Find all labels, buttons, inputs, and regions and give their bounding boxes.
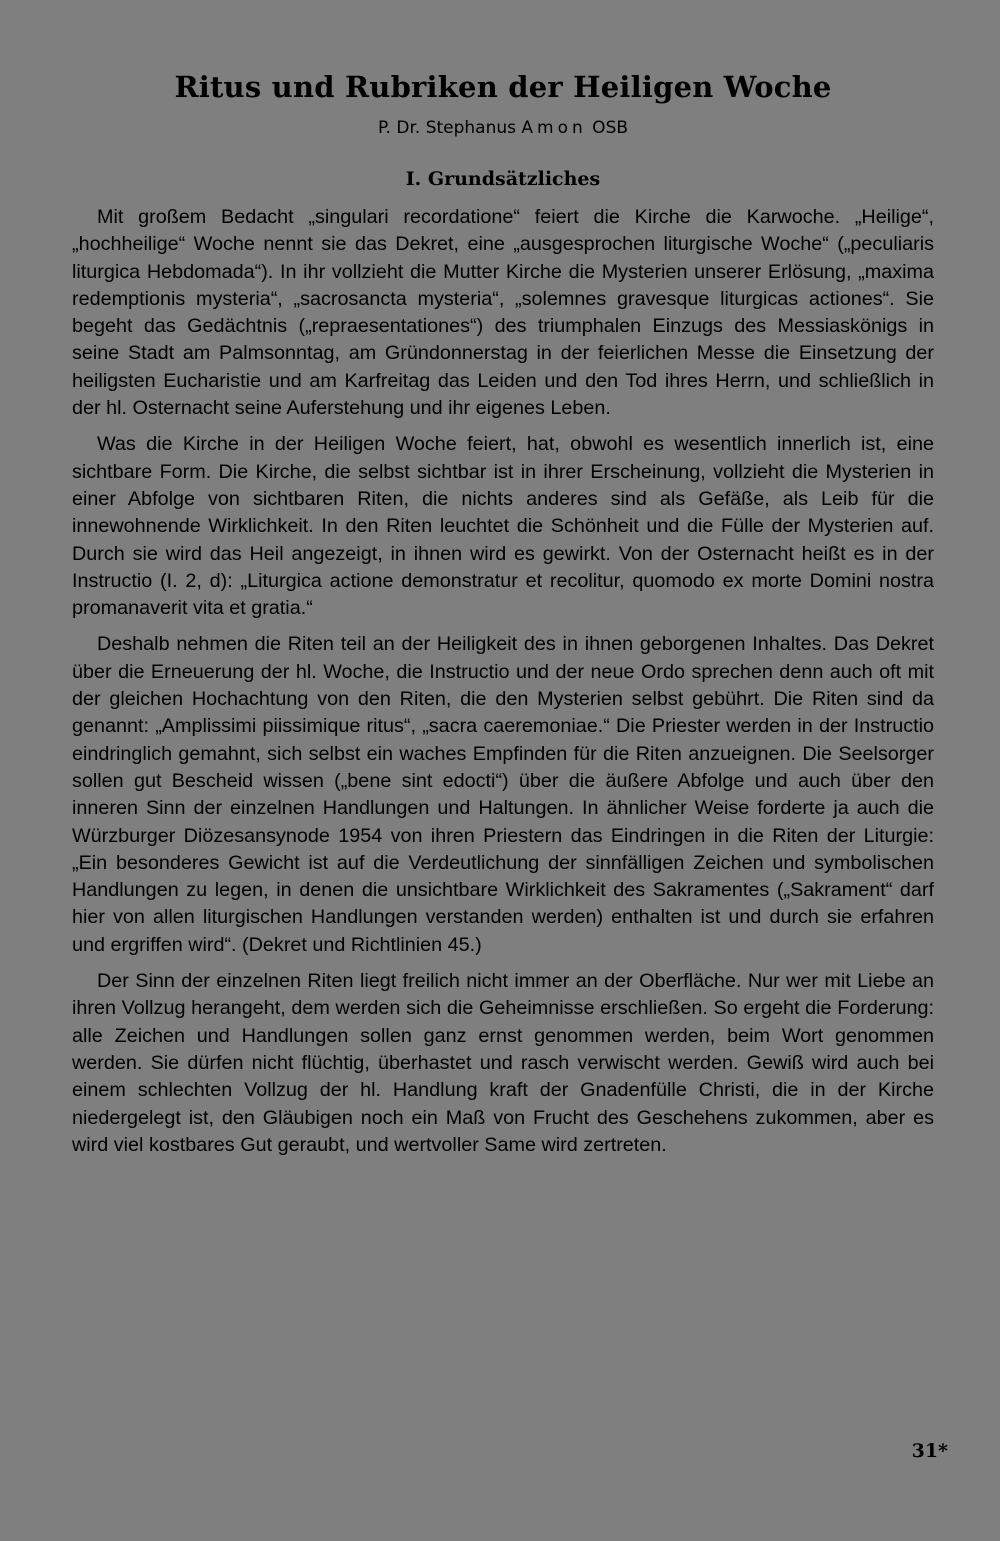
author-suffix: OSB — [586, 118, 629, 138]
article-title: Ritus und Rubriken der Heiligen Woche — [174, 70, 832, 104]
page-number: 31* — [911, 1440, 948, 1462]
paragraph-3: Deshalb nehmen die Riten teil an der Heiligkeit des in ihnen geborgenen Inhaltes. Das Dekret über die Erneuerung der hl. Woche, die Instructio und der neue Ordo sprechen denn auch oft mit der gleichen Hochachtung von den Riten, die den Mysterien selbst gebührt. Die Riten sind da genannt: „Amplissimi piissimique ritus“, „sacra caeremoniae.“ Die Priester werden in der Instructio eindringlich gemahnt, sich selbst ein waches Empfinden für die Riten anzueignen. Die Seelsorger sollen gut Bescheid wissen („bene sint edocti“) über die äußere Abfolge und auch über den inneren Sinn der einzelnen Handlungen und Haltungen. In ähnlicher Weise forderte ja auch die Würzburger Diözesansynode 1954 von ihren Priestern das Eindringen in die Riten der Liturgie: „Ein besonderes Gewicht ist auf die Verdeutlichung der sinnfälligen Zeichen und symbolischen Handlungen zu legen, in denen die unsichtbare Wirklichkeit des Sakramentes („Sakrament“ darf hier von allen liturgischen Handlungen verstanden werden) enthalten ist und durch sie erfahren und ergriffen wird“. (Dekret und Richtlinien 45.) — [72, 633, 934, 956]
article-body — [72, 204, 934, 1159]
author-line — [72, 118, 934, 138]
author-surname: Amon — [521, 118, 587, 138]
paragraph-1: Mit großem Bedacht „singulari recordatione“ feiert die Kirche die Karwoche. „Heilige“, „hochheilige“ Woche nennt sie das Dekret, eine „ausgesprochen liturgische Woche“ („peculiaris liturgica Hebdomada“). In ihr vollzieht die Mutter Kirche die Mysterien unserer Erlösung, „maxima redemptionis mysteria“, „sacrosancta mysteria“, „solemnes gravesque liturgicas actiones“. Sie begeht das Gedächtnis („repraesentationes“) des triumphalen Einzugs des Messiaskönigs in seine Stadt am Palmsonntag, am Gründonnerstag in der feierlichen Messe die Einsetzung der heiligsten Eucharistie und am Karfreitag das Leiden und den Tod ihres Herrn, und schließlich in der hl. Osternacht seine Auferstehung und ihr eigenes Leben. — [72, 206, 934, 420]
section-heading: I. Grundsätzliches — [405, 168, 601, 190]
author-prefix: P. Dr. Stephanus — [377, 118, 522, 138]
page — [72, 70, 934, 1168]
paragraph-4: Der Sinn der einzelnen Riten liegt freilich nicht immer an der Oberfläche. Nur wer mit Liebe an ihren Vollzug herangeht, dem werden sich die Geheimnisse erschließen. So ergeht die Forderung: alle Zeichen und Handlungen sollen ganz ernst genommen werden, beim Wort genommen werden. Sie dürfen nicht flüchtig, überhastet und rasch verwischt werden. Gewiß wird auch bei einem schlechten Vollzug der hl. Handlung kraft der Gnadenfülle Christi, die in der Kirche niedergelegt ist, den Gläubigen noch ein Maß von Frucht des Geschehens zukommen, aber es wird viel kostbares Gut geraubt, und wertvoller Same wird zertreten. — [72, 970, 934, 1156]
paragraph-2: Was die Kirche in der Heiligen Woche feiert, hat, obwohl es wesentlich innerlich ist, eine sichtbare Form. Die Kirche, die selbst sichtbar ist in ihrer Erscheinung, vollzieht die Mysterien in einer Abfolge von sichtbaren Riten, die nichts anderes sind als Gefäße, als Leib für die innewohnende Wirklichkeit. In den Riten leuchtet die Schönheit und die Fülle der Mysterien auf. Durch sie wird das Heil angezeigt, in ihnen wird es gewirkt. Von der Osternacht heißt es in der Instructio (I. 2, d): „Liturgica actione demonstratur et recolitur, quomodo ex morte Domini nostra promanaverit vita et gratia.“ — [72, 433, 934, 620]
